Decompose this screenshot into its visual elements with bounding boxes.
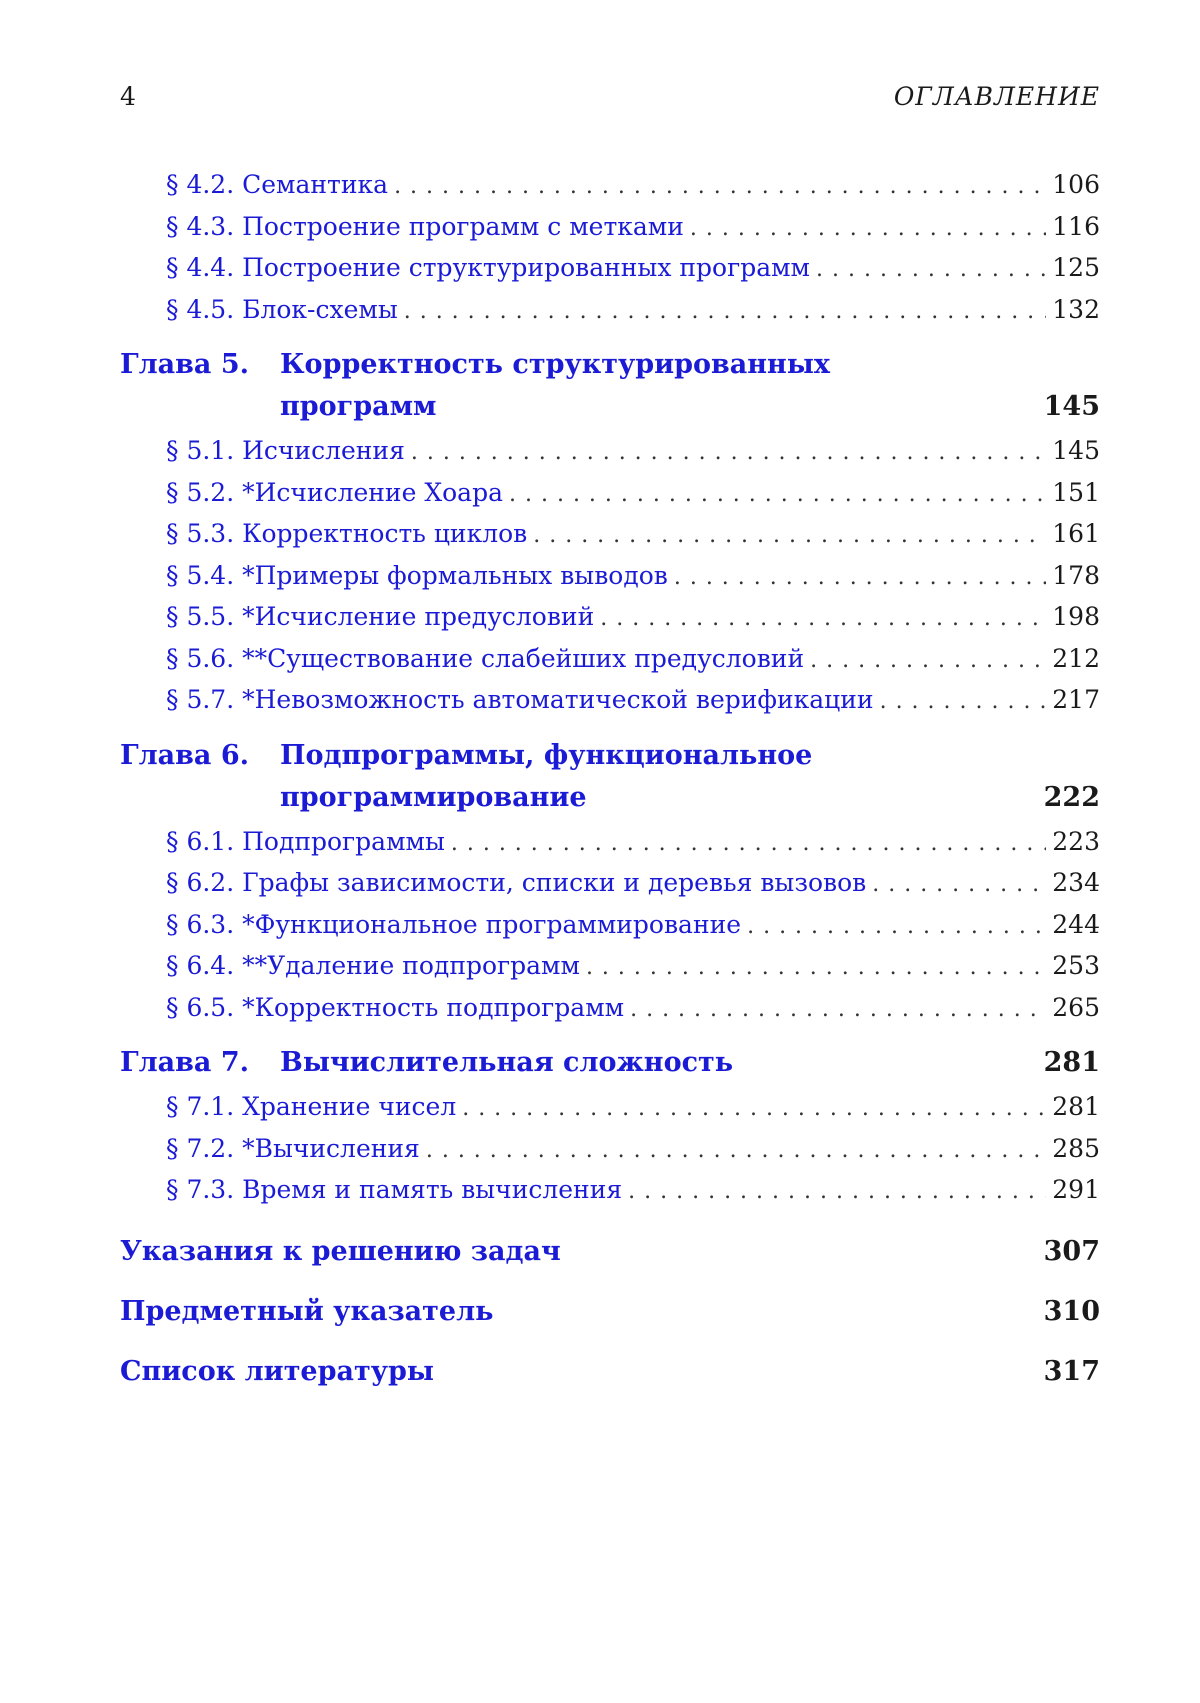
appendix-title[interactable]: Предметный указатель bbox=[120, 1295, 494, 1327]
appendix-page-number: 317 bbox=[1043, 1355, 1100, 1387]
toc-section-title[interactable]: § 7.3. Время и память вычисления bbox=[166, 1175, 623, 1204]
toc-section[interactable] bbox=[120, 679, 1100, 721]
toc-section-title[interactable]: § 7.1. Хранение чисел bbox=[166, 1092, 457, 1121]
toc-chapter-6 bbox=[120, 735, 1100, 819]
toc-page-number: 285 bbox=[1052, 1133, 1100, 1163]
running-title: ОГЛАВЛЕНИЕ bbox=[893, 82, 1100, 111]
appendix-page-number: 307 bbox=[1043, 1235, 1100, 1267]
toc-section-title[interactable]: § 6.5. *Корректность подпрограмм bbox=[166, 992, 625, 1022]
toc-section-title[interactable]: § 6.3. *Функциональное программирование bbox=[166, 909, 742, 939]
chapter-title[interactable]: Вычислительная сложность bbox=[280, 1047, 734, 1078]
toc-page-number: 217 bbox=[1052, 685, 1100, 714]
toc-section-title[interactable]: § 5.3. Корректность циклов bbox=[166, 519, 528, 548]
toc-page-number: 223 bbox=[1052, 826, 1100, 856]
toc-section[interactable] bbox=[120, 1128, 1100, 1170]
leader-dots bbox=[462, 1088, 1046, 1130]
leader-dots bbox=[747, 906, 1046, 948]
chapter-label[interactable]: Глава 6. bbox=[120, 739, 250, 771]
toc-page-number: 234 bbox=[1052, 868, 1100, 897]
leader-dots bbox=[533, 515, 1046, 557]
toc-section[interactable] bbox=[120, 164, 1100, 206]
leader-dots bbox=[394, 166, 1046, 208]
toc-page-number: 125 bbox=[1052, 253, 1100, 282]
toc-section[interactable] bbox=[120, 430, 1100, 472]
toc-section[interactable] bbox=[120, 247, 1100, 289]
toc-section[interactable] bbox=[120, 206, 1100, 248]
toc-section[interactable] bbox=[120, 862, 1100, 904]
leader-dots bbox=[426, 1130, 1046, 1172]
leader-dots bbox=[690, 208, 1046, 250]
chapter-label[interactable]: Глава 5. bbox=[120, 349, 250, 380]
toc-section-title[interactable]: § 7.2. *Вычисления bbox=[166, 1133, 420, 1163]
page-number: 4 bbox=[120, 82, 136, 111]
toc-section[interactable] bbox=[120, 1169, 1100, 1211]
toc-page-number: 116 bbox=[1052, 211, 1100, 241]
toc-section[interactable] bbox=[120, 638, 1100, 680]
appendix-page-number: 310 bbox=[1043, 1295, 1100, 1327]
toc-section[interactable] bbox=[120, 945, 1100, 987]
leader-dots bbox=[451, 823, 1046, 865]
toc-section-title[interactable]: § 4.4. Построение структурированных программ bbox=[166, 253, 810, 282]
chapter-label[interactable]: Глава 7. bbox=[120, 1047, 250, 1078]
chapter-page-number: 281 bbox=[1043, 1047, 1100, 1078]
chapter-page-number: 222 bbox=[1043, 781, 1100, 813]
leader-dots bbox=[880, 681, 1047, 723]
chapter-title-continued[interactable]: программирование bbox=[280, 781, 587, 813]
toc-appendix[interactable] bbox=[120, 1351, 1100, 1393]
toc-chapter-5 bbox=[120, 344, 1100, 428]
leader-dots bbox=[816, 249, 1046, 291]
leader-dots bbox=[404, 291, 1047, 333]
appendix-title[interactable]: Список литературы bbox=[120, 1355, 434, 1387]
leader-dots bbox=[810, 640, 1046, 682]
appendix-title[interactable]: Указания к решению задач bbox=[120, 1235, 561, 1267]
toc-section[interactable] bbox=[120, 513, 1100, 555]
toc-section-title[interactable]: § 5.1. Исчисления bbox=[166, 436, 405, 465]
toc-page-number: 265 bbox=[1052, 992, 1100, 1022]
toc-chapter-7 bbox=[120, 1042, 1100, 1084]
leader-dots bbox=[630, 989, 1046, 1031]
leader-dots bbox=[586, 947, 1046, 989]
toc-section[interactable] bbox=[120, 904, 1100, 946]
toc-section[interactable] bbox=[120, 289, 1100, 331]
toc-page-number: 178 bbox=[1052, 560, 1100, 590]
page-header bbox=[120, 82, 1100, 118]
toc-page-number: 198 bbox=[1052, 602, 1100, 631]
toc-appendix[interactable] bbox=[120, 1291, 1100, 1333]
toc-page-number: 145 bbox=[1052, 436, 1100, 465]
chapter-title[interactable]: Корректность структурированных bbox=[280, 349, 830, 380]
leader-dots bbox=[509, 474, 1046, 516]
leader-dots bbox=[872, 864, 1046, 906]
chapter-page-number: 145 bbox=[1043, 391, 1100, 422]
toc-section-title[interactable]: § 4.3. Построение программ с метками bbox=[166, 211, 684, 241]
toc-section-title[interactable]: § 6.2. Графы зависимости, списки и деревья вызовов bbox=[166, 868, 867, 897]
leader-dots bbox=[628, 1171, 1046, 1213]
leader-dots bbox=[600, 598, 1046, 640]
toc-page-number: 151 bbox=[1052, 477, 1100, 507]
toc-page-number: 244 bbox=[1052, 909, 1100, 939]
toc-page-number: 212 bbox=[1052, 643, 1100, 673]
toc-section[interactable] bbox=[120, 596, 1100, 638]
chapter-title[interactable]: Подпрограммы, функциональное bbox=[280, 739, 813, 771]
toc-section-title[interactable]: § 4.5. Блок-схемы bbox=[166, 294, 398, 324]
toc-page-number: 161 bbox=[1052, 519, 1100, 548]
toc-section[interactable] bbox=[120, 555, 1100, 597]
table-of-contents bbox=[120, 164, 1100, 1393]
toc-page-number: 106 bbox=[1052, 170, 1100, 199]
toc-section-title[interactable]: § 6.4. **Удаление подпрограмм bbox=[166, 951, 580, 980]
toc-section-title[interactable]: § 5.6. **Существование слабейших предусловий bbox=[166, 643, 805, 673]
toc-section[interactable] bbox=[120, 472, 1100, 514]
toc-section-title[interactable]: § 5.7. *Невозможность автоматической верификации bbox=[166, 685, 874, 714]
toc-section-title[interactable]: § 5.4. *Примеры формальных выводов bbox=[166, 560, 668, 590]
toc-section-title[interactable]: § 4.2. Семантика bbox=[166, 170, 389, 199]
leader-dots bbox=[411, 432, 1046, 474]
toc-page-number: 253 bbox=[1052, 951, 1100, 980]
toc-section[interactable] bbox=[120, 1086, 1100, 1128]
toc-page-number: 281 bbox=[1052, 1092, 1100, 1121]
toc-section-title[interactable]: § 5.5. *Исчисление предусловий bbox=[166, 602, 595, 631]
toc-page-number: 132 bbox=[1052, 294, 1100, 324]
chapter-title-continued[interactable]: программ bbox=[280, 391, 437, 422]
toc-section-title[interactable]: § 5.2. *Исчисление Хоара bbox=[166, 477, 503, 507]
toc-section[interactable] bbox=[120, 821, 1100, 863]
toc-page-number: 291 bbox=[1052, 1175, 1100, 1204]
toc-appendix[interactable] bbox=[120, 1231, 1100, 1273]
leader-dots bbox=[674, 557, 1046, 599]
toc-section-title[interactable]: § 6.1. Подпрограммы bbox=[166, 826, 445, 856]
toc-section[interactable] bbox=[120, 987, 1100, 1029]
